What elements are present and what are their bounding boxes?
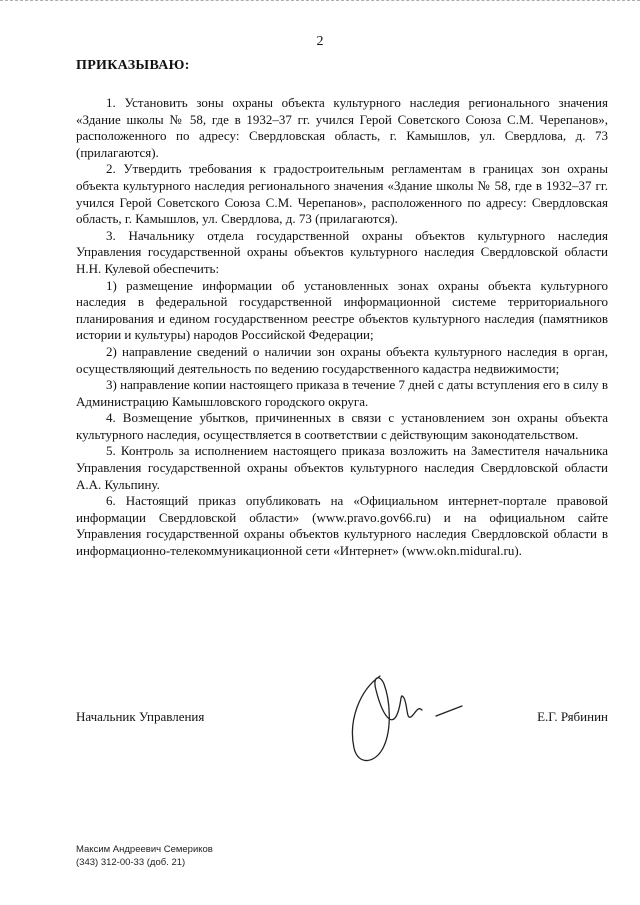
contact-phone: (343) 312-00-33 (доб. 21)	[76, 857, 186, 868]
handwritten-signature	[340, 670, 470, 770]
contact-block	[76, 843, 213, 869]
paragraph-3-1: 1) размещение информации об установленных зонах охраны объекта культурного наследия в федеральной государственной информационной системе территориального планирования и едином государственном реестре объектов культурного наследия (памятников истории и культуры) народов Российской Федерации;	[76, 277, 608, 343]
contact-name: Максим Андреевич Семериков	[76, 844, 213, 855]
signatory-name: Е.Г. Рябинин	[537, 709, 608, 724]
page-number: 2	[316, 34, 324, 49]
paragraph-3-3: 3) направление копии настоящего приказа в течение 7 дней с даты вступления его в силу в Администрацию Камышловского городского округа.	[76, 377, 608, 409]
order-body	[76, 95, 608, 560]
scan-border-line	[0, 0, 640, 5]
paragraph-4: 4. Возмещение убытков, причиненных в связи с установлением зон охраны объекта культурного наследия, осуществляется в соответствии с действующим законодательством.	[76, 410, 608, 442]
paragraph-2: 2. Утвердить требования к градостроительным регламентам в границах зон охраны объекта культурного наследия регионального значения «Здание школы № 58, где в 1932–37 гг. учился Герой Советского Союза С.М. Черепанов», расположенного по адресу: Свердловская область, г. Камышлов, ул. Свердлова, д. 73 (прилагаются).	[76, 161, 608, 227]
paragraph-5: 5. Контроль за исполнением настоящего приказа возложить на Заместителя начальника Управления государственной охраны объектов культурного наследия Свердловской области А.А. Кульпину.	[76, 443, 608, 492]
signatory-title: Начальник Управления	[76, 709, 205, 724]
paragraph-1: 1. Установить зоны охраны объекта культурного наследия регионального значения «Здание школы № 58, где в 1932–37 гг. учился Герой Советского Союза С.М. Черепанов», расположенного по адресу: Свердловская область, г. Камышлов, ул. Свердлова, д. 73 (прилагаются).	[76, 95, 608, 160]
paragraph-3: 3. Начальнику отдела государственной охраны объектов культурного наследия Управления государственной охраны объектов культурного наследия Свердловской области Н.Н. Кулевой обеспечить:	[76, 227, 608, 276]
order-heading: ПРИКАЗЫВАЮ:	[76, 58, 190, 73]
paragraph-3-2: 2) направление сведений о наличии зон охраны объекта культурного наследия в орган, осуществляющий деятельность по ведению государственного кадастра недвижимости;	[76, 343, 608, 376]
paragraph-6: 6. Настоящий приказ опубликовать на «Официальном интернет-портале правовой информации Свердловской области» (www.pravo.gov66.ru) и на официальном сайте Управления государственной охраны объектов культурного наследия Свердловской области в информационно-телекоммуникационной сети «Интернет» (www.okn.midural.ru).	[76, 493, 608, 559]
